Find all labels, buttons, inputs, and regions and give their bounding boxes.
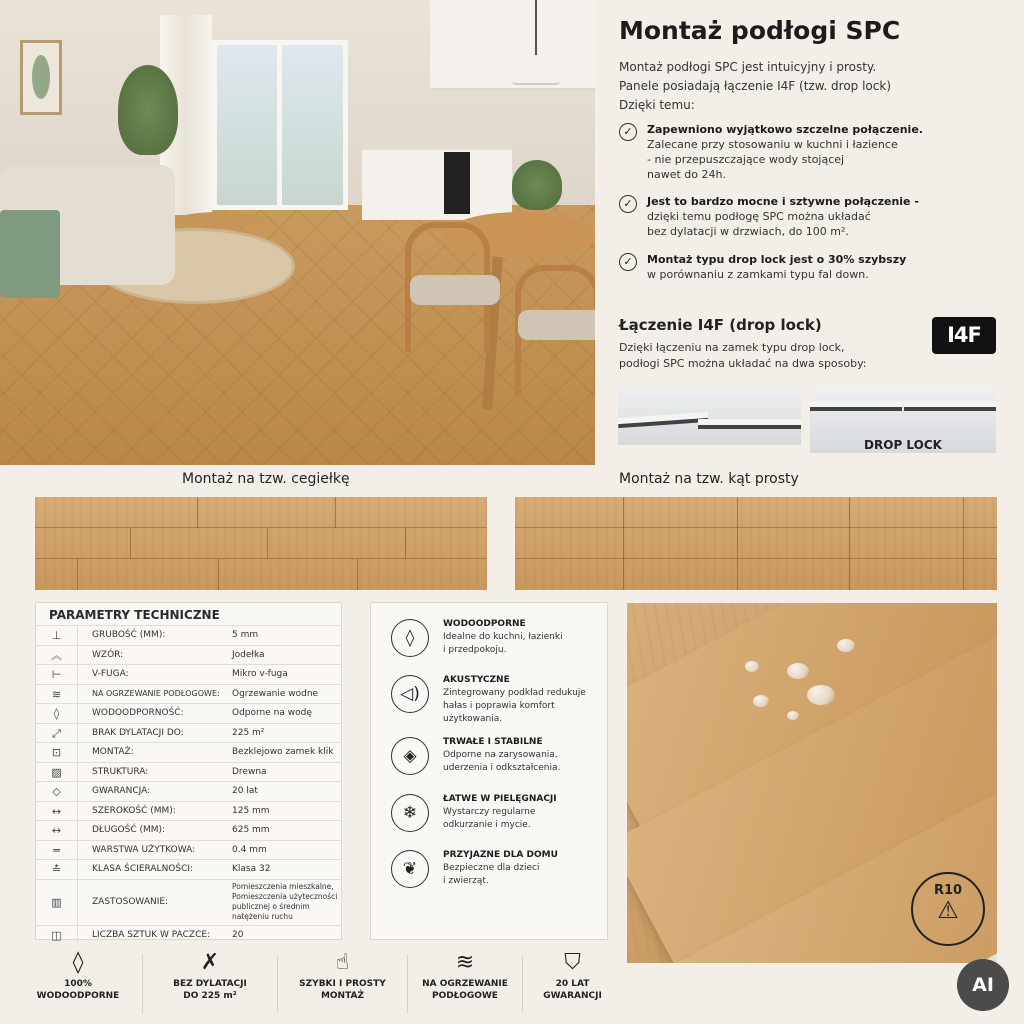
- technical-parameters-table: [35, 602, 342, 940]
- bottom-feature: ≋ NA OGRZEWANIE PODŁOGOWE: [415, 948, 515, 1002]
- wall-picture: [20, 40, 62, 115]
- drop-lock-caption: DROP LOCK: [864, 438, 942, 452]
- v-groove-icon: ⊢: [36, 665, 78, 684]
- bottom-feature: ✗ BEZ DYLATACJI DO 225 m²: [155, 948, 265, 1002]
- bottom-feature: ◊ 100% WODOODPORNE: [28, 948, 128, 1002]
- page-title: Montaż podłogi SPC: [619, 16, 901, 45]
- table-row: ◇ GWARANCJA: 20 lat: [36, 781, 341, 801]
- speaker-icon: ◁): [391, 675, 429, 713]
- right-angle-pattern-panel: [515, 497, 997, 590]
- heating-icon: ≋: [36, 685, 78, 704]
- pattern-icon: ︽: [36, 646, 78, 665]
- lock-photo-angled: [618, 387, 801, 445]
- r10-badge: R10 ⚠: [911, 872, 985, 946]
- table-row: ↔ DŁUGOŚĆ (MM): 625 mm: [36, 820, 341, 840]
- benefit-item: ◈ TRWAŁE I STABILNE Odporne na zarysowania, uderzenia i odkształcenia.: [391, 737, 601, 775]
- ai-badge: AI: [957, 959, 1009, 1011]
- leaf-icon: ❦: [391, 850, 429, 888]
- feature-item: ✓ Jest to bardzo mocne i sztywne połączenie - dzięki temu podłogę SPC można układać bez dylatacji w drzwiach, do 100 m².: [619, 194, 1014, 239]
- benefit-item: ◁) AKUSTYCZNE Zintegrowany podkład redukuje hałas i poprawia komfort użytkowania.: [391, 675, 601, 726]
- lock-section-title: Łączenie I4F (drop lock): [619, 316, 822, 334]
- check-circle-icon: ✓: [619, 123, 637, 141]
- abrasion-icon: ≛: [36, 860, 78, 879]
- benefits-card: [370, 602, 608, 940]
- length-icon: ↔: [36, 821, 78, 840]
- thumbs-up-icon: ☝: [335, 950, 350, 975]
- benefit-item: ◊ WODOODPORNE Idealne do kuchni, łazienki i przedpokoju.: [391, 619, 601, 657]
- table-row: ⊡ MONTAŻ: Bezklejowo zamek klik: [36, 742, 341, 762]
- table-row: ⊥ GRUBOŚĆ (MM): 5 mm: [36, 625, 341, 645]
- feature-item: ✓ Montaż typu drop lock jest o 30% szybszy w porównaniu z zamkami typu fal down.: [619, 252, 1014, 282]
- box-icon: ◫: [36, 926, 78, 945]
- table-row: ⊢ V-FUGA: Mikro v-fuga: [36, 664, 341, 684]
- check-circle-icon: ✓: [619, 195, 637, 213]
- snowflake-icon: ❄: [391, 794, 429, 832]
- heating-icon: ≋: [455, 950, 475, 975]
- shield-check-icon: ⛉: [564, 950, 581, 975]
- lock-section-desc: Dzięki łączeniu na zamek typu drop lock, podłogi SPC można układać na dwa sposoby:: [619, 341, 867, 370]
- slip-warning-icon: ⚠: [937, 896, 959, 924]
- brick-pattern-panel: [35, 497, 487, 590]
- table-row: ≛ KLASA ŚCIERALNOŚCI: Klasa 32: [36, 859, 341, 879]
- right-angle-pattern-label: Montaż na tzw. kąt prosty: [619, 471, 799, 487]
- table-row: ⤢ BRAK DYLATACJI DO: 225 m²: [36, 723, 341, 743]
- intro-text: Montaż podłogi SPC jest intuicyjny i prosty. Panele posiadają łączenie I4F (tzw. drop lock) Dzięki temu:: [619, 60, 892, 112]
- water-drop-icon: ◊: [72, 950, 84, 975]
- table-row: ︽ WZÓR: Jodełka: [36, 645, 341, 665]
- check-circle-icon: ✓: [619, 253, 637, 271]
- benefit-item: ❄ ŁATWE W PIELĘGNACJI Wystarczy regularne odkurzanie i mycie.: [391, 794, 601, 832]
- texture-icon: ▨: [36, 763, 78, 782]
- balcony-window: [212, 40, 348, 210]
- expand-icon: ⤢: [36, 724, 78, 743]
- table-row: ═ WARSTWA UŻYTKOWA: 0.4 mm: [36, 840, 341, 860]
- tools-icon: ✗: [200, 950, 220, 975]
- diamond-icon: ◈: [391, 737, 429, 775]
- table-row: ≋ NA OGRZEWANIE PODŁOGOWE: Ogrzewanie wodne: [36, 684, 341, 704]
- table-row: ▨ STRUKTURA: Drewna: [36, 762, 341, 782]
- i4f-logo: I4F: [932, 317, 996, 354]
- layer-icon: ═: [36, 841, 78, 860]
- feature-item: ✓ Zapewniono wyjątkowo szczelne połączenie. Zalecane przy stosowaniu w kuchni i łazience - nie przepuszczające wody stojącej nawet do 24h.: [619, 122, 1014, 182]
- table-row: ↔ SZEROKOŚĆ (MM): 125 mm: [36, 801, 341, 821]
- table-row: ◊ WODOODPORNOŚĆ: Odporne na wodę: [36, 703, 341, 723]
- bottom-feature: ⛉ 20 LAT GWARANCJI: [530, 948, 615, 1002]
- water-drop-icon: ◊: [36, 704, 78, 723]
- water-drop-icon: ◊: [391, 619, 429, 657]
- building-icon: ▥: [36, 880, 78, 925]
- brick-pattern-label: Montaż na tzw. cegiełkę: [182, 471, 350, 487]
- bottom-feature: ☝ SZYBKI I PROSTY MONTAŻ: [290, 948, 395, 1002]
- coffee-table: [175, 212, 265, 228]
- lock-icon: ⊡: [36, 743, 78, 762]
- parameters-title: PARAMETRY TECHNICZNE: [49, 608, 220, 622]
- table-row: ▥ ZASTOSOWANIE: Pomieszczenia mieszkalne, Pomieszczenia użyteczności publicznej o średnim natężeniu ruchu: [36, 879, 341, 925]
- benefit-item: ❦ PRZYJAZNE DLA DOMU Bezpieczne dla dzieci i zwierząt.: [391, 850, 601, 888]
- shield-icon: ◇: [36, 782, 78, 801]
- table-row: ◫ LICZBA SZTUK W PACZCE: 20: [36, 925, 341, 945]
- width-icon: ↔: [36, 802, 78, 821]
- interior-photo: [0, 0, 595, 465]
- thickness-icon: ⊥: [36, 626, 78, 645]
